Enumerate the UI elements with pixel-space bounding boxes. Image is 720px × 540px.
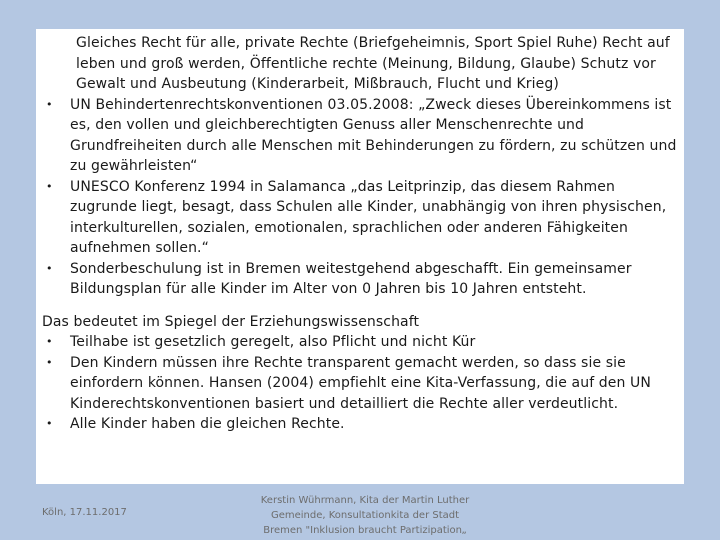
bullet-icon: • [46, 355, 53, 369]
intro-paragraph: Gleiches Recht für alle, private Rechte (Briefgeheimnis, Sport Spiel Ruhe) Recht auf leben und groß werden, Öffentliche rechte (Meinung, Bildung, Glaube) Schutz vor Gewalt und Ausbeutung (Kinderarbeit, Mißbrauch, Flucht und Krieg) [76, 35, 670, 92]
footer-author-line: Kerstin Wührmann, Kita der Martin Luther [260, 495, 470, 506]
footer-author-line: Gemeinde, Konsultationkita der Stadt [270, 510, 460, 521]
list-item-text: UNESCO Konferenz 1994 in Salamanca „das Leitprinzip, das diesem Rahmen zugrunde liegt, besagt, dass Schulen alle Kinder, unabhängig von ihren physischen, interkulturellen, sozialen, emotionalen, sprachlichen oder anderen Fähigkeiten aufnehmen sollen.“ [70, 178, 667, 256]
section-heading: Das bedeutet im Spiegel der Erziehungswissenschaft [42, 313, 420, 330]
list-item [42, 353, 678, 415]
bullet-icon: • [46, 97, 53, 111]
bullet-icon: • [46, 261, 53, 275]
list-item-text: Sonderbeschulung ist in Bremen weitestgehend abgeschafft. Ein gemeinsamer Bildungsplan für alle Kinder im Alter von 0 Jahren bis 10 Jahren entsteht. [70, 260, 632, 297]
list-item-text: Teilhabe ist gesetzlich geregelt, also Pflicht und nicht Kür [70, 334, 476, 350]
list-item [42, 414, 678, 435]
rights-list [42, 95, 678, 300]
footer-author-line: Bremen "Inklusion braucht Partizipation„ [263, 525, 467, 536]
list-item [42, 177, 678, 259]
list-item [42, 95, 678, 177]
bullet-icon: • [46, 335, 53, 348]
footer-date: Köln, 17.11.2017 [42, 507, 127, 518]
slide-content-area [36, 29, 684, 484]
list-item-text: UN Behindertenrechtskonventionen 03.05.2008: „Zweck dieses Übereinkommens ist es, den vollen und gleichberechtigten Genuss aller Menschenrechte und Grundfreiheiten durch alle Menschen mit Behinderungen zu fördern, zu schützen und zu gewährleisten“ [70, 96, 677, 174]
list-item-text: Alle Kinder haben die gleichen Rechte. [70, 416, 345, 432]
bullet-icon: • [46, 179, 53, 193]
footer-author [240, 493, 490, 538]
list-item-text: Den Kindern müssen ihre Rechte transparent gemacht werden, so dass sie sie einfordern können. Hansen (2004) empfiehlt eine Kita-Verfassung, die auf den UN Kinderechtskonventionen basiert und detailliert die Rechte aller verdeutlicht. [70, 354, 651, 412]
list-item [42, 332, 678, 353]
bullet-icon: • [46, 417, 53, 430]
list-item [42, 259, 678, 300]
meaning-list [42, 332, 678, 435]
text-block [42, 33, 678, 435]
